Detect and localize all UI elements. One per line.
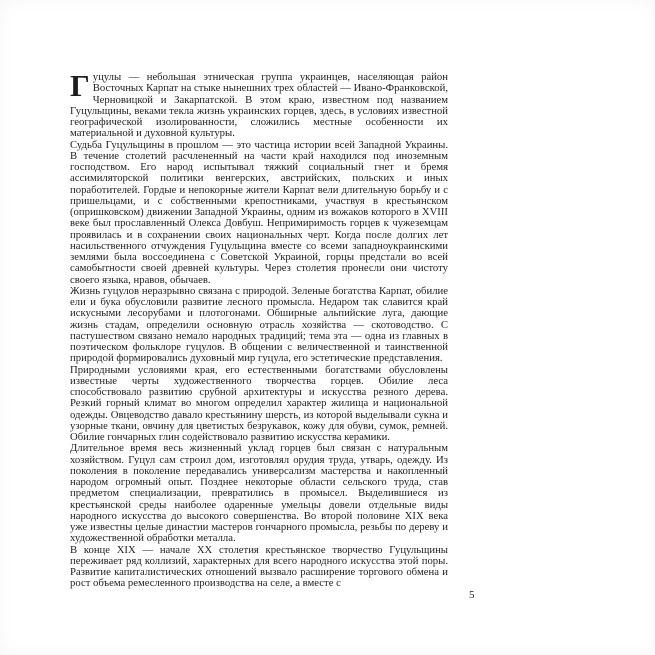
paragraph-1	[70, 68, 448, 140]
page-number: 5	[469, 589, 475, 601]
paragraph-5: Длительное время весь жизненный уклад горцев был связан с натуральным хозяйством. Гуцул сам строил дом, изготовлял орудия труда, утварь, одежду. Из поколения в поколение передавались универсализм мастерства и накопленный народом огромный опыт. Позднее некоторые области сельского труда, став предметом специализации, превратились в промысел. Выделившиеся из крестьянской среды наиболее одаренные умельцы довели отдельные виды народного искусства до высокого совершенства. Во второй половине XIX века уже известны целые династии мастеров гончарного промысла, резьбы по дереву и художественной обработки металла.	[70, 442, 448, 545]
paragraph-3: Жизнь гуцулов неразрывно связана с природой. Зеленые богатства Карпат, обилие ели и бука обусловили развитие лесного промысла. Недаром так славится край искусными лесорубами и плотогонами. Обширные альпийские луга, дающие жизнь стадам, определили основную отрасль хозяйства — скотоводство. С пастушеством связано немало народных традиций; тема эта — одна из главных в поэтическом фольклоре гуцулов. В общении с величественной и таинственной природой формировались духовный мир гуцула, его эстетические представления.	[70, 284, 448, 365]
paragraph-1-text: уцулы — небольшая этническая группа украинцев, населяющая район Восточных Карпат на стыке нынешних трех областей — Ивано-Франковской, Черновицкой и Закарпатской. В этом краю, известном под названием Гуцульщины, веками текла жизнь украинских горцев, здесь, в условиях известной географической изолированности, сложились местные особенности их материальной и духовной культуры.	[70, 71, 448, 140]
drop-cap: Г	[70, 68, 90, 103]
body-text	[70, 68, 448, 590]
paragraph-2: Судьба Гуцульщины в прошлом — это частица истории всей Западной Украины. В течение столетий расчлененный на части край находился под иноземным господством. Его народ испытывал тяжкий социальный гнет и бремя ассимиляторской политики венгерских, австрийских, польских и иных поработителей. Гордые и непокорные жители Карпат вели длительную борьбу и с пришельцами, и с собственными крепостниками, участвуя в крестьянском (опришковском) движении Западной Украины, одним из вожаков которого в XVIII веке был прославленный Олекса Довбуш. Непримиримость горцев к чужеземцам проявилась и в сохранении своих национальных черт. Когда после долгих лет насильственного отчуждения Гуцульщина вместе со всеми западноукраинскими землями была воссоединена с Советской Украиной, горцы предстали во всей самобытности своей древней культуры. Через столетия пронесли они чистоту своего языка, нравов, обычаев.	[70, 138, 448, 286]
paragraph-6: В конце XIX — начале XX столетия крестьянское творчество Гуцульщины переживает ряд коллизий, характерных для всего народного искусства этой поры. Развитие капиталистических отношений вызвало расширение торгового обмена и рост объема ремесленного производства на селе, а вместе с	[70, 543, 448, 590]
paragraph-4: Природными условиями края, его естественными богатствами обусловлены известные черты художественного творчества горцев. Обилие леса способствовало развитию срубной архитектуры и искусства резного дерева. Резкий горный климат во многом определил характер жилища и национальной одежды. Овцеводство давало крестьянину шерсть, из которой выделывали сукна и узорные ткани, овчину для цветистых безрукавок, кожу для обуви, сумок, ремней. Обилие гончарных глин содействовало развитию искусства керамики.	[70, 363, 448, 443]
